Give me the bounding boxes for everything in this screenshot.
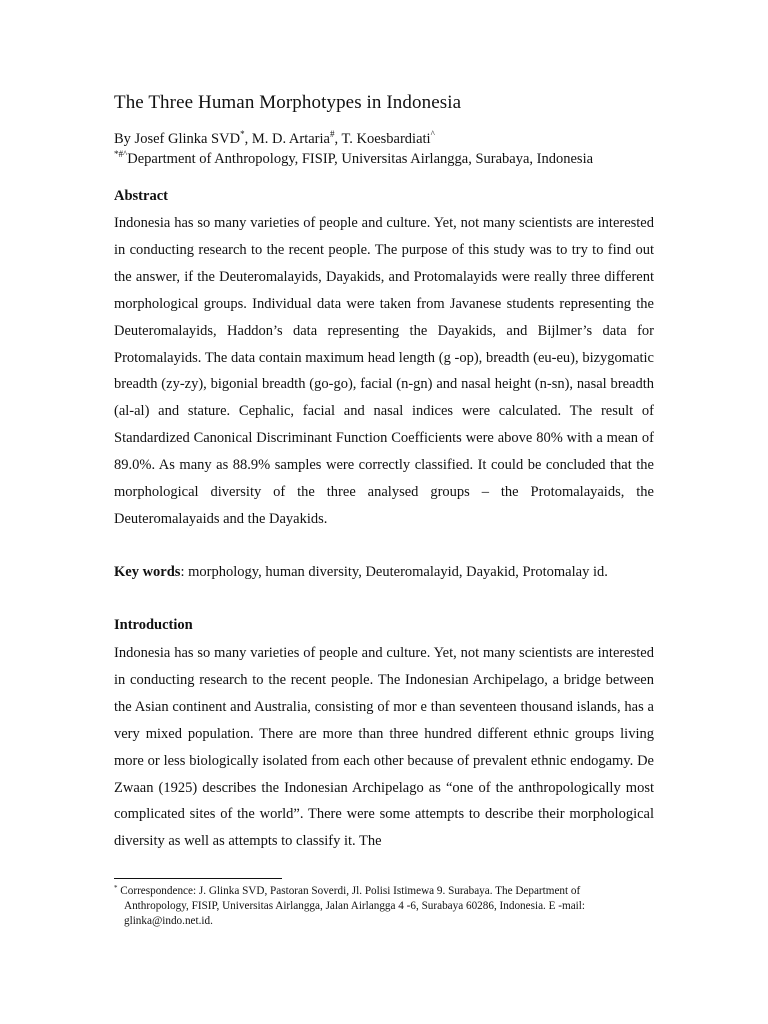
footnote-divider xyxy=(114,878,282,879)
author-line xyxy=(114,130,674,148)
keywords-line xyxy=(114,564,674,581)
keywords-label: Key words xyxy=(114,564,181,580)
footnote-email: glinka@indo.net.id. xyxy=(124,915,213,927)
author-prefix: By xyxy=(114,131,131,147)
introduction-heading: Introduction xyxy=(114,617,193,633)
author-separator: , xyxy=(334,131,342,147)
footnote-line: Anthropology, FISIP, Universitas Airlangga, Jalan Airlangga 4 -6, Surabaya 60286, Indonesia. E -mail: xyxy=(124,900,585,912)
author-mark: ^ xyxy=(430,129,435,139)
introduction-paragraph: Indonesia has so many varieties of people and culture. Yet, not many scientists are interested in conducting research to the recent people. The Indonesian Archipelago, a bridge between the Asian continent and Australia, consisting of mor e than seventeen thousand islands, has a very mixed population. There are more than three hundred different ethnic groups living more or less biologically isolated from each other because of prevalent ethnic endogamy. De Zwaan (1925) describes the Indonesian Archipelago as “one of the anthropologically most complicated sites of the world”. There were some attempts to describe their morphological diversity as well as attempts to classify it. The xyxy=(114,645,654,850)
affiliation-text: Department of Anthropology, FISIP, Universitas Airlangga, Surabaya, Indonesia xyxy=(127,151,594,167)
author-name: Josef Glinka SVD xyxy=(134,131,241,147)
author-mark: # xyxy=(329,129,335,139)
paper-title: The Three Human Morphotypes in Indonesia xyxy=(114,92,462,113)
affiliation-line xyxy=(114,150,674,168)
author-mark: * xyxy=(240,129,245,139)
abstract-heading: Abstract xyxy=(114,188,168,204)
keywords-text: : morphology, human diversity, Deuteromalayid, Dayakid, Protomalay id. xyxy=(180,564,608,580)
footnote xyxy=(114,884,654,929)
affiliation-marks: *#^ xyxy=(114,149,128,159)
abstract-paragraph: Indonesia has so many varieties of people and culture. Yet, not many scientists are interested in conducting research to the recent people. The purpose of this study was to try to find out the answer, if the Deuteromalayids, Dayakids, and Protomalayids were really three different morphological groups. Individual data were taken from Javanese students representing the Deuteromalayids, Haddon’s data representing the Dayakids, and Bijlmer’s data for Protomalayids. The data contain maximum head length (g -op), breadth (eu-eu), bizygomatic breadth (zy-zy), bigonial breadth (go-go), facial (n-gn) and nasal height (n-sn), nasal breadth (al-al) and stature. Cephalic, facial and nasal indices were calculated. The result of Standardized Canonical Discriminant Function Coefficients were above 80% with a mean of 89.0%. As many as 88.9% samples were correctly classified. It could be concluded that the morphological diversity of the three analysed groups – the Protomalayaids, the Deuteromalayaids and the Dayakids. xyxy=(114,215,654,527)
author-name: T. Koesbardiati xyxy=(341,131,431,147)
author-name: M. D. Artaria xyxy=(251,131,330,147)
footnote-mark: * xyxy=(114,884,118,892)
footnote-line: Correspondence: J. Glinka SVD, Pastoran Soverdi, Jl. Polisi Istimewa 9. Surabaya. The Department of xyxy=(120,885,581,897)
author-separator: , xyxy=(244,131,252,147)
